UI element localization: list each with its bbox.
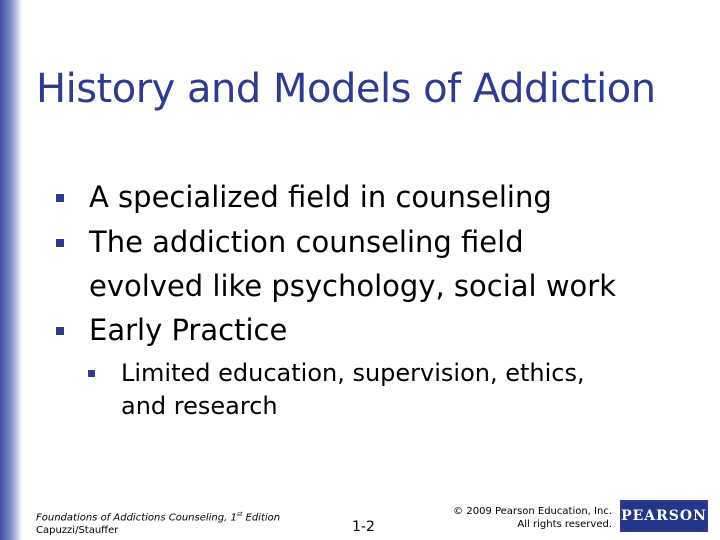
side-gradient-bar [0,0,22,540]
footer-authors: Capuzzi/Stauffer [36,525,119,537]
rights-line: All rights reserved. [517,519,612,530]
bullet-text-continuation: evolved like psychology, social work [89,269,616,303]
bullet-text: Early Practice [89,313,288,347]
slide-title: History and Models of Addiction [36,66,656,112]
bullet-text: The addiction counseling field [89,225,524,259]
sub-bullet-text-continuation: and research [121,392,278,420]
sub-bullet-square-icon [88,370,95,377]
logo-text: PEARSON [621,508,707,524]
bullet-square-icon [56,194,64,202]
sub-bullet-text: Limited education, supervision, ethics, [121,359,585,387]
footer-book-title: Foundations of Addictions Counseling, 1st Edition [36,511,281,524]
pearson-logo [620,500,708,532]
copyright-line: © 2009 Pearson Education, Inc. [453,506,612,517]
bullet-text: A specialized field in counseling [89,180,552,214]
footer-book-info [36,508,280,537]
bullet-square-icon [56,327,64,335]
footer-copyright [440,505,612,531]
bullet-square-icon [56,239,64,247]
page-number: 1-2 [352,519,375,535]
